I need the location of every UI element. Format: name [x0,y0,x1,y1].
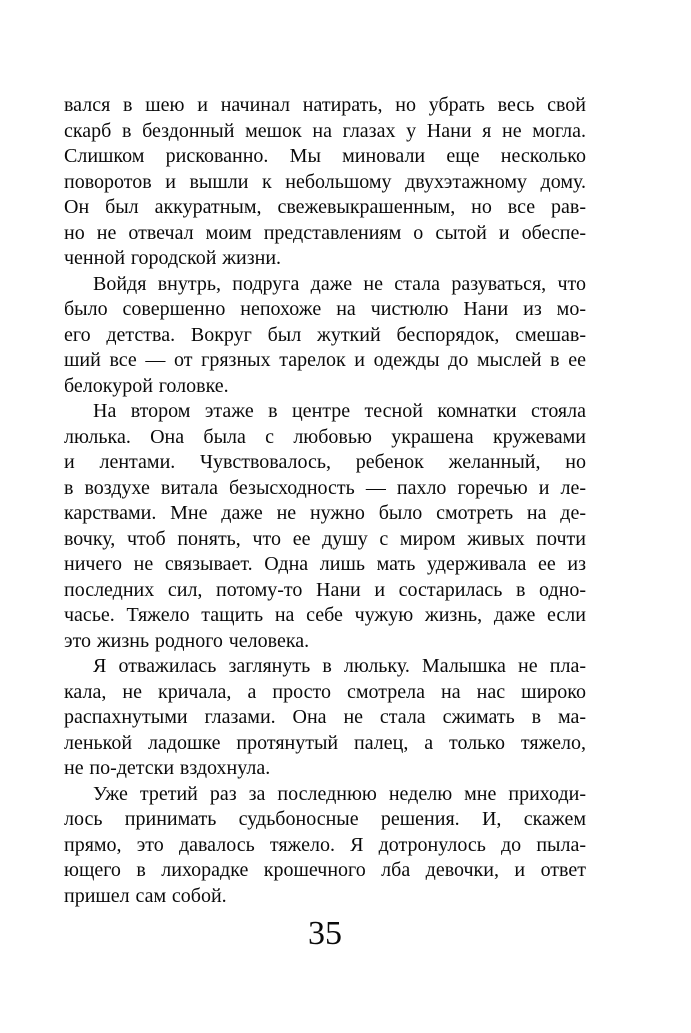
text-line: Я отважилась заглянуть в люльку. Малышка не пла- [93,655,586,677]
text-line: его детства. Вокруг был жуткий беспорядок, смешав- [64,323,586,346]
text-line: кала, не кричала, а просто смотрела на нас широко [64,680,586,703]
text-line: Уже третий раз за последнюю неделю мне приходи- [93,782,586,805]
text-line: скарб в бездонный мешок на глазах у Нани я не могла. [64,119,586,142]
text-line: но не отвечал моим представлениям о сытой и обеспе- [64,221,586,244]
text-line: ший все — от грязных тарелок и одежды до мыслей в ее [64,349,586,371]
text-line: ченной городской жизни. [64,247,282,269]
text-line: ющего в лихорадке крошечного лба девочки, и ответ [64,859,586,881]
text-line: и лентами. Чувствовалось, ребенок желанный, но [64,451,586,473]
text-line: белокурой головке. [64,374,229,397]
text-line: поворотов и вышли к небольшому двухэтажному дому. [64,170,586,193]
text-line: вочку, чтоб понять, что ее душу с миром живых почти [64,527,586,550]
paragraph [64,399,586,654]
text-line: пришел сам собой. [64,884,227,907]
text-line: ленькой ладошке протянутый палец, а только тяжело, [64,731,586,754]
text-line: ничего не связывает. Одна лишь мать удерживала ее из [64,553,586,575]
paragraph [64,654,586,782]
text-line: в воздухе витала безысходность — пахло горечью и ле- [64,476,586,499]
page-number: 35 [308,915,342,952]
text-line: Он был аккуратным, свежевыкрашенным, но все рав- [64,196,586,218]
text-line: часье. Тяжело тащить на себе чужую жизнь, даже если [64,604,586,626]
paragraph [64,782,586,910]
text-line: было совершенно непохоже на чистюлю Нани из мо- [64,298,586,320]
text-line: не по-детски вздохнула. [64,757,271,779]
text-line: На втором этаже в центре тесной комнатки стояла [93,400,586,422]
text-line: это жизнь родного человека. [64,629,310,652]
paragraph [64,93,586,272]
text-line: лось принимать судьбоносные решения. И, скажем [64,808,586,830]
paragraph [64,272,586,400]
text-line: распахнутыми глазами. Она не стала сжимать в ма- [64,706,586,728]
text-line: последних сил, потому-то Нани и состарилась в одно- [64,578,586,601]
text-line: Войдя внутрь, подруга даже не стала разуваться, что [93,272,586,295]
text-line: вался в шею и начинал натирать, но убрать весь свой [64,94,586,116]
text-block [64,93,586,909]
text-line: Слишком рискованно. Мы миновали еще несколько [64,145,586,167]
text-line: прямо, это давалось тяжело. Я дотронулось до пыла- [64,833,586,856]
text-line: карствами. Мне даже не нужно было смотреть на де- [64,502,586,524]
text-line: люлька. Она была с любовью украшена кружевами [64,425,586,448]
